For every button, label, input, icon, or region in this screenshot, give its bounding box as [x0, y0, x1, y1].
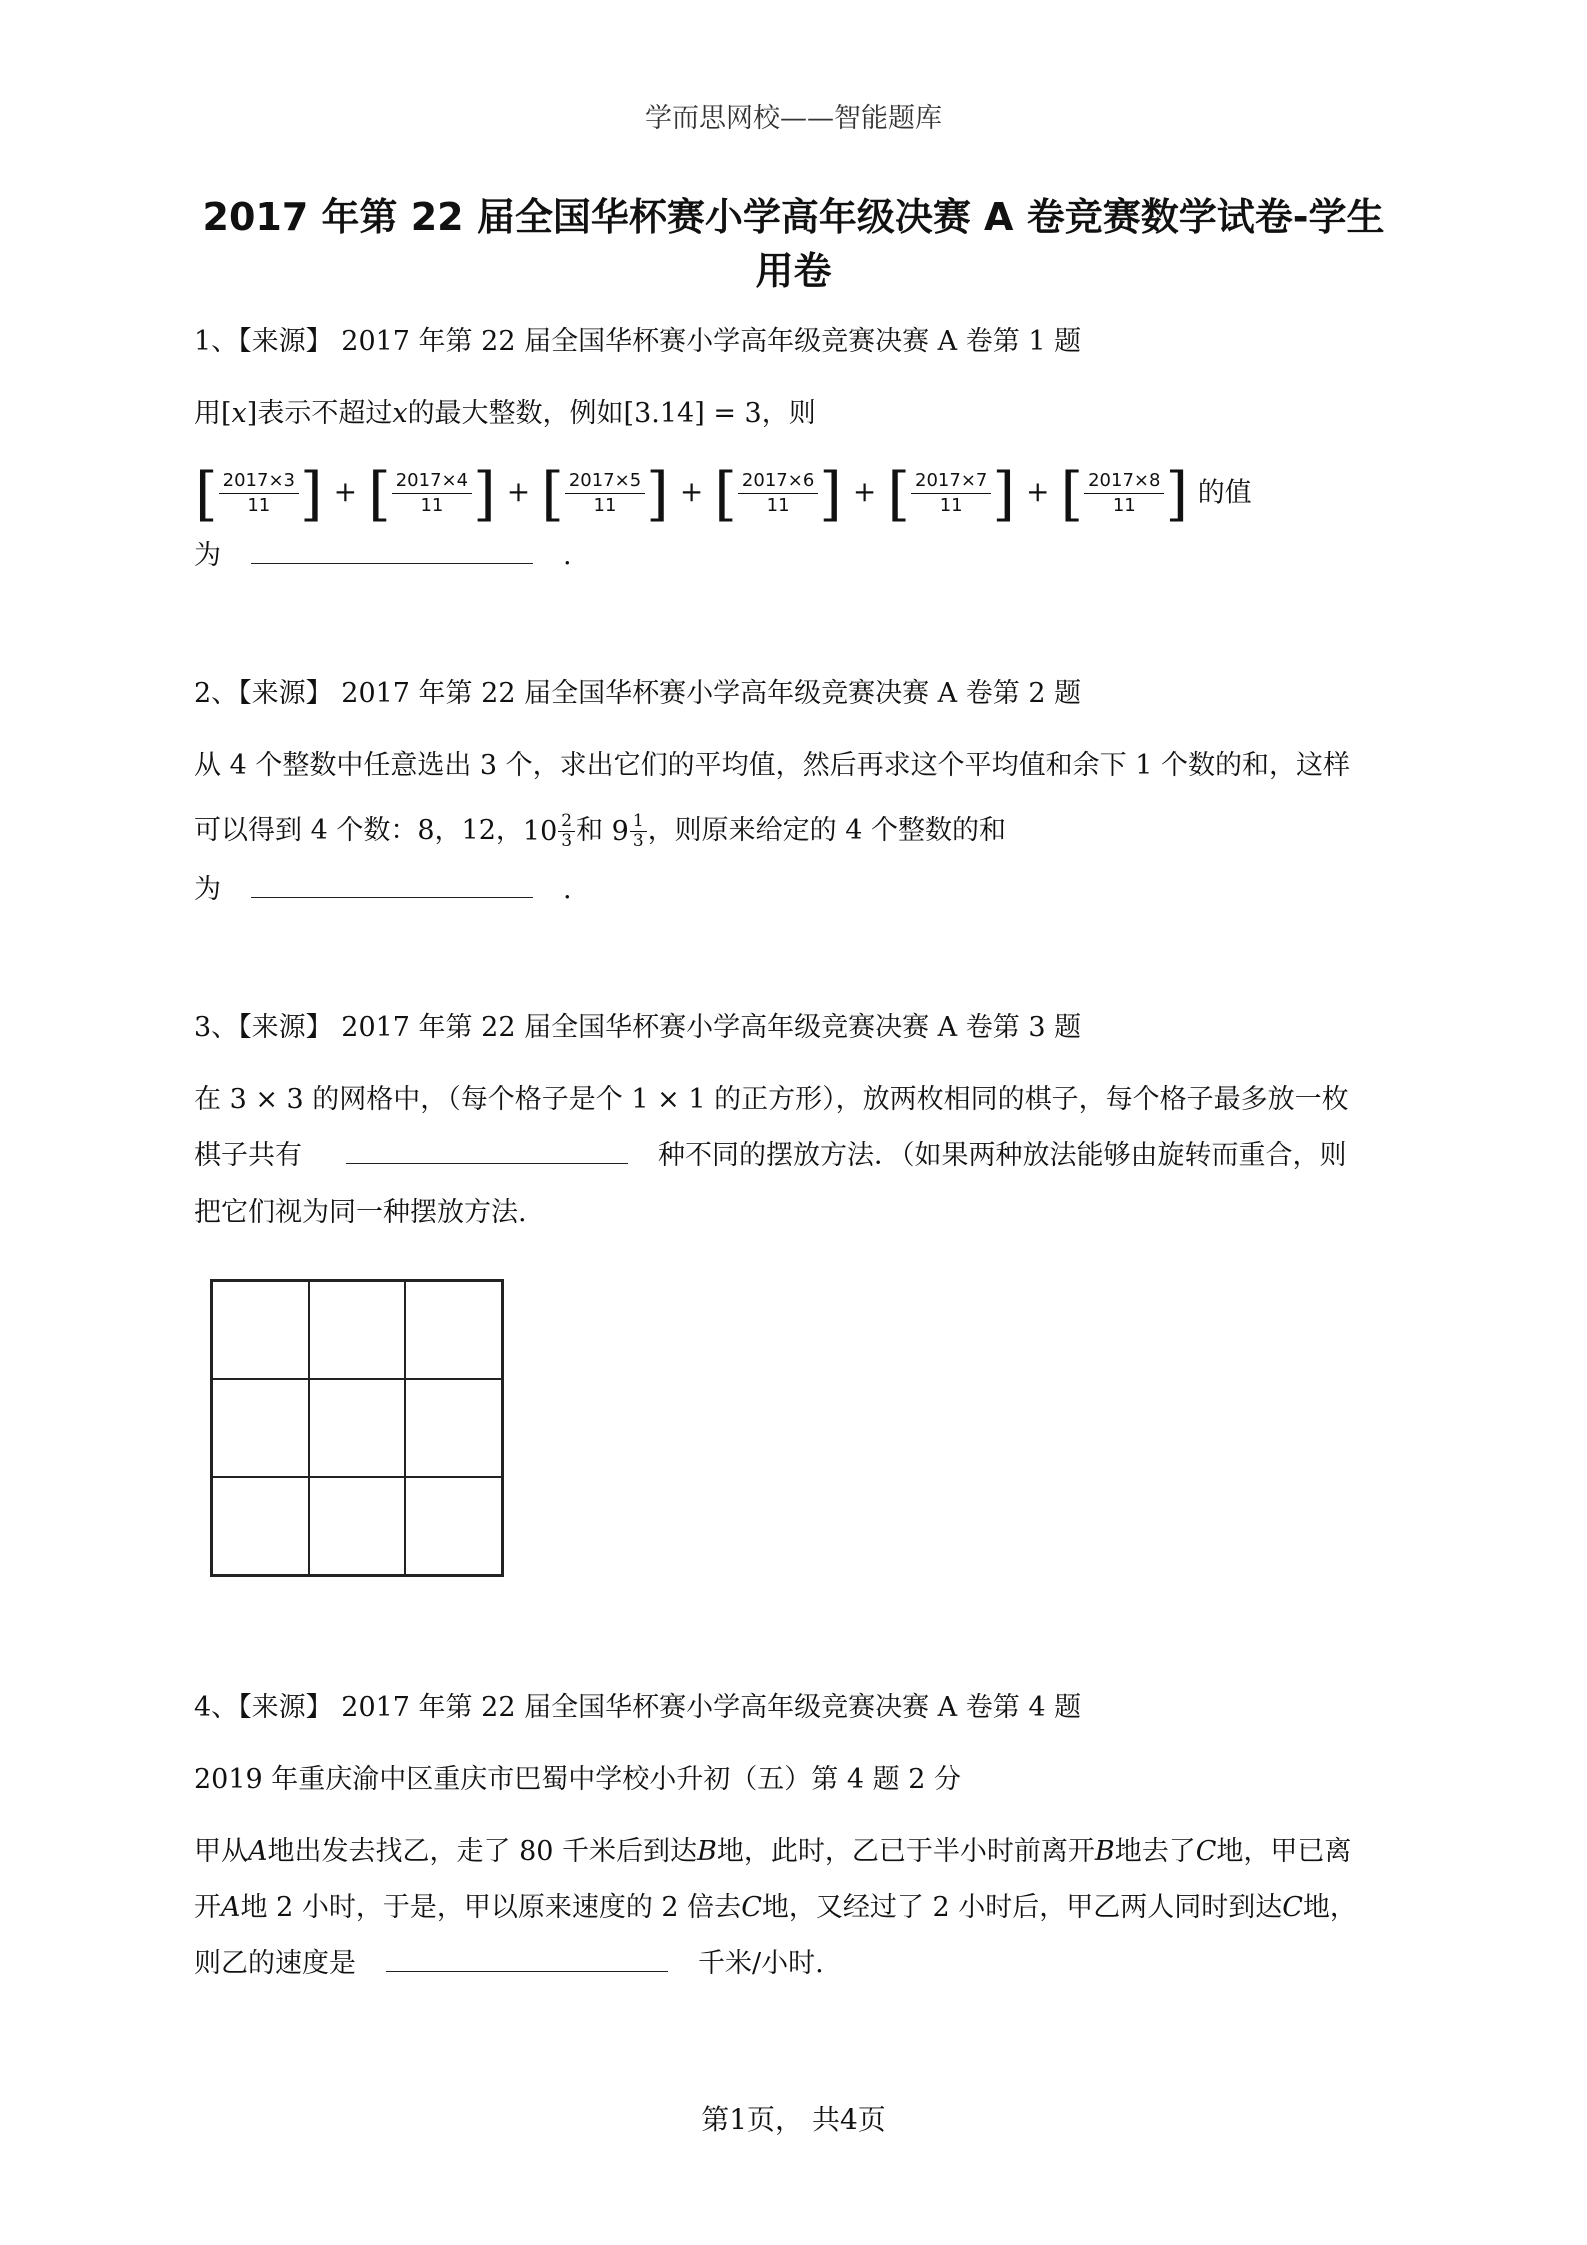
fraction-numerator: 2017×3: [219, 469, 299, 494]
q4-line2: [194, 1890, 1357, 1926]
q2-mixed1-whole: 10: [522, 815, 558, 847]
q2-answer-blank[interactable]: [251, 875, 533, 898]
q1-fraction-sum: [194, 459, 1189, 528]
q1-expression: [194, 459, 1252, 528]
fraction-denominator: 11: [247, 495, 271, 516]
q4-l2-var-c2: C: [1282, 1892, 1303, 1923]
right-bracket: ]: [992, 459, 1015, 528]
plus-sign: +: [1026, 475, 1050, 508]
floor-fraction: [194, 459, 324, 528]
q1-line1: [194, 396, 816, 432]
q2-text-b: ，则原来给定的 4 个整数的和: [647, 815, 1007, 846]
q1-answer-prefix: 为: [194, 540, 221, 571]
q4-l1-t6: 地去了: [1114, 1836, 1196, 1867]
q1-source: 1、【来源】 2017 年第 22 届全国华杯赛小学高年级竞赛决赛 A 卷第 1 题: [194, 326, 1082, 357]
fraction-denominator: 11: [939, 495, 963, 516]
title-line-1: 2017 年第 22 届全国华杯赛小学高年级决赛 A 卷竞赛数学试卷-学生: [202, 195, 1385, 239]
document-title: [180, 190, 1407, 298]
q1-answer-suffix: .: [563, 540, 572, 571]
right-bracket: ]: [1165, 459, 1189, 528]
left-bracket: [: [195, 459, 218, 528]
q1-text-c: 的最大整数，例如[3.14] = 3，则: [407, 398, 816, 429]
left-bracket: [: [1060, 459, 1084, 528]
q2-mixed2-num: 1: [630, 812, 647, 832]
plus-sign: +: [333, 475, 358, 508]
fraction-numerator: 2017×7: [911, 469, 991, 494]
q4-answer-blank[interactable]: [386, 1949, 668, 1972]
q4-text-b: 千米/小时.: [698, 1948, 824, 1979]
q4-source: 4、【来源】 2017 年第 22 届全国华杯赛小学高年级竞赛决赛 A 卷第 4 题: [194, 1692, 1082, 1723]
q4-line3: [194, 1946, 824, 1982]
q3-answer-blank[interactable]: [346, 1141, 628, 1164]
plus-sign: +: [679, 475, 704, 508]
q4-line1: [194, 1834, 1351, 1870]
q4-l2-t6: 地，: [1302, 1892, 1357, 1923]
q4-l1-t0: 甲从: [194, 1836, 248, 1867]
q4-source2: 2019 年重庆渝中区重庆市巴蜀中学校小升初（五）第 4 题 2 分: [194, 1764, 961, 1795]
right-bracket: ]: [646, 459, 669, 528]
grid-3x3-diagram: [210, 1279, 504, 1577]
q1-var-x: x: [231, 398, 247, 429]
fraction-numerator: 2017×5: [565, 469, 645, 494]
q1-tail: 的值: [1197, 477, 1252, 509]
grid-cell: [309, 1281, 406, 1379]
q2-text-a: 可以得到 4 个数：8，12，: [194, 815, 523, 846]
fraction-denominator: 11: [1112, 495, 1136, 516]
floor-fraction: [886, 459, 1016, 528]
q4-l1-var-c: C: [1195, 1836, 1217, 1867]
q2-line2: [194, 806, 1006, 857]
page-footer: 第1页， 共4页: [701, 2103, 886, 2136]
right-bracket: ]: [473, 459, 496, 528]
q4-l2-t2: 地 2 小时，于是，甲以原来速度的 2 倍去: [240, 1892, 742, 1923]
grid-cell: [309, 1477, 406, 1575]
grid-cell: [405, 1477, 502, 1575]
fraction-denominator: 11: [420, 495, 444, 516]
q4-l1-t4: 地，此时，乙已于半小时前离开: [716, 1836, 1095, 1867]
fraction-denominator: 11: [593, 495, 617, 516]
q4-l1-var-b: B: [697, 1836, 717, 1867]
grid-cell: [212, 1379, 309, 1477]
floor-fraction: [713, 459, 843, 528]
plus-sign: +: [852, 475, 877, 508]
q2-mixed2-den: 3: [632, 831, 644, 851]
floor-fraction: [1059, 459, 1189, 528]
q4-l2-t0: 开: [194, 1892, 221, 1923]
q4-text-a: 则乙的速度是: [194, 1948, 356, 1979]
q1-var-x2: x: [392, 398, 408, 429]
fraction: [392, 469, 472, 518]
right-bracket: ]: [819, 459, 842, 528]
q1-answer-line: [194, 538, 572, 574]
q2-source: 2、【来源】 2017 年第 22 届全国华杯赛小学高年级竞赛决赛 A 卷第 2 题: [194, 678, 1082, 709]
grid-cell: [309, 1379, 406, 1477]
fraction: [565, 469, 645, 518]
q3-line2: [194, 1138, 1347, 1174]
q2-answer-line: [194, 872, 572, 908]
q2-line1: 从 4 个整数中任意选出 3 个，求出它们的平均值，然后再求这个平均值和余下 1 个数的和，这样: [194, 750, 1351, 781]
q4-l1-var-b2: B: [1094, 1836, 1115, 1867]
left-bracket: [: [368, 459, 391, 528]
fraction-numerator: 2017×4: [392, 469, 472, 494]
right-bracket: ]: [299, 459, 323, 528]
q3-text-b: 种不同的摆放方法．（如果两种放法能够由旋转而重合，则: [658, 1140, 1347, 1171]
title-line-2: 用卷: [755, 249, 832, 293]
fraction-numerator: 2017×8: [1084, 469, 1164, 494]
q2-mixed-number-2: [612, 807, 648, 857]
grid-cell: [212, 1477, 309, 1575]
q3-source: 3、【来源】 2017 年第 22 届全国华杯赛小学高年级竞赛决赛 A 卷第 3 题: [194, 1012, 1082, 1043]
fraction: [911, 469, 991, 518]
q4-l1-var-a: A: [248, 1836, 268, 1867]
left-bracket: [: [541, 459, 564, 528]
q4-l1-t2: 地出发去找乙，走了 80 千米后到达: [267, 1836, 698, 1867]
grid-cell: [405, 1281, 502, 1379]
q2-mixed-number-1: [523, 807, 576, 857]
q3-line1: 在 3 × 3 的网格中，（每个格子是个 1 × 1 的正方形），放两枚相同的棋子，每个格子最多放一枚: [194, 1084, 1349, 1115]
q3-text-a: 棋子共有: [194, 1140, 302, 1171]
grid-cell: [212, 1281, 309, 1379]
q1-text-b: ]表示不超过: [246, 398, 393, 429]
floor-fraction: [540, 459, 670, 528]
q4-l2-t4: 地，又经过了 2 小时后，甲乙两人同时到达: [761, 1892, 1283, 1923]
q2-mixed2-whole: 9: [611, 815, 629, 847]
fraction: [1084, 469, 1164, 518]
q1-text-a: 用[: [194, 398, 232, 429]
page-header: 学而思网校——智能题库: [645, 103, 942, 134]
plus-sign: +: [506, 475, 531, 508]
q2-and: 和: [576, 815, 604, 846]
left-bracket: [: [887, 459, 911, 528]
grid-cell: [405, 1379, 502, 1477]
q2-mixed1-num: 2: [558, 812, 575, 832]
fraction-denominator: 11: [766, 495, 790, 516]
q4-l2-var-c: C: [741, 1892, 762, 1923]
fraction: [738, 469, 818, 518]
q2-answer-prefix: 为: [194, 874, 221, 905]
q4-l1-t8: 地，甲已离: [1216, 1836, 1352, 1867]
fraction: [219, 469, 299, 518]
floor-fraction: [367, 459, 497, 528]
q3-line3: 把它们视为同一种摆放方法.: [194, 1197, 527, 1228]
q1-answer-blank[interactable]: [251, 541, 533, 564]
left-bracket: [: [714, 459, 737, 528]
fraction-numerator: 2017×6: [738, 469, 818, 494]
q4-l2-var-a: A: [221, 1892, 241, 1923]
q2-mixed1-den: 3: [561, 831, 573, 851]
q2-answer-suffix: .: [563, 874, 572, 905]
